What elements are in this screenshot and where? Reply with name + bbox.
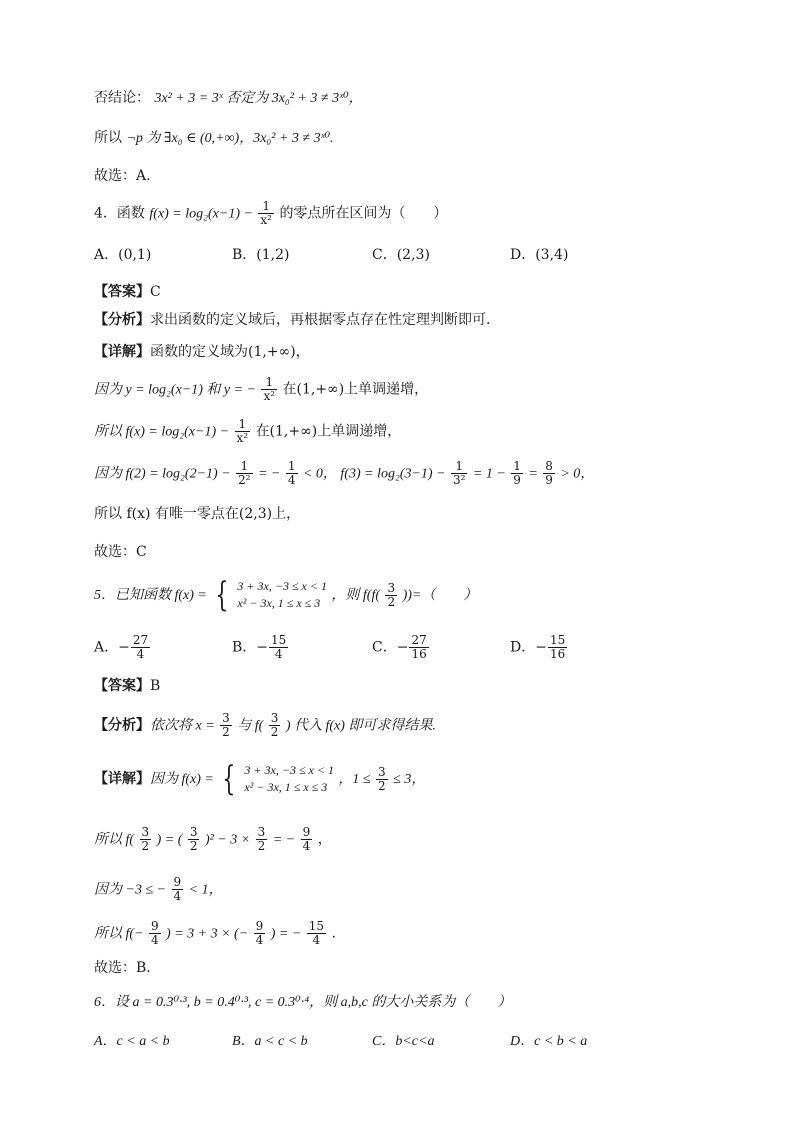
answer-tag: 【答案】	[94, 678, 150, 694]
detail-text: ，	[317, 831, 332, 848]
fraction: $\frac{1}{9}$	[513, 459, 521, 487]
q3-line1-prefix: 否结论：	[94, 90, 150, 106]
detail-text: 因为 f(x) =	[150, 772, 214, 787]
q4-option-b: B．(1,2)	[232, 247, 290, 263]
q6-option-c: C．b<c<a	[372, 1034, 435, 1049]
detail-text: ) = (	[156, 832, 183, 848]
q5-answer	[94, 676, 160, 696]
q5-option-d: D．− $\frac{15}{16}$	[510, 633, 566, 661]
answer-value: C	[150, 284, 161, 300]
fraction: $\frac{3}{2}$	[222, 711, 230, 739]
q5-option-c: C．− $\frac{27}{16}$	[372, 633, 427, 661]
q4-option-a: A．(0,1)	[94, 247, 152, 263]
q4-stem-suffix: 的零点所在区间为（ ）	[279, 205, 448, 222]
analysis-text: 与 f(	[237, 718, 264, 734]
q4-stem-func: f(x) = log₂(x−1) −	[149, 206, 253, 222]
q4-choice: 故选：C	[94, 544, 147, 560]
analysis-tag: 【分析】	[94, 717, 150, 734]
q5-option-a: A．− $\frac{27}{4}$	[94, 633, 149, 661]
q4-detail2	[94, 376, 428, 403]
q4-detail1	[94, 342, 310, 362]
q5-detail1	[94, 759, 426, 799]
q6-option-d: D．c < b < a	[510, 1034, 588, 1049]
detail-text: )² − 3 ×	[204, 832, 251, 848]
detail-text: 因为 f(2) = log₂(2−1) −	[94, 466, 231, 482]
piecewise-cases: 3 + 3x, −3 ≤ x < 1 x² − 3x, 1 ≤ x ≤ 3	[244, 763, 334, 794]
detail-tag: 【详解】	[94, 344, 150, 360]
analysis-text: ) 代入 f(x) 即可求得结果.	[285, 718, 436, 734]
q4-stem	[94, 200, 447, 227]
detail-text: 因为 −3 ≤ −	[94, 882, 167, 898]
detail-text: = −	[272, 832, 296, 848]
q4-option-c: C．(2,3)	[372, 247, 430, 263]
q5-stem	[94, 575, 478, 615]
detail-text: ，1 ≤	[338, 772, 371, 787]
q6-stem-text: 6．设 a = 0.3⁰·³, b = 0.4⁰·³, c = 0.3⁰·⁴，则 a,b,c 的大小关系为（ ）	[94, 995, 512, 1010]
fraction: $\frac{9}{4}$	[150, 919, 159, 947]
q4-option-d: D．(3,4)	[510, 247, 569, 263]
q5-stem-mid: ，则 f(f(	[331, 588, 381, 603]
detail-text: 所以 f(	[94, 832, 135, 848]
fraction: $\frac{3}{2}$	[270, 711, 279, 739]
q4-answer	[94, 282, 161, 302]
q5-detail3	[94, 876, 223, 903]
q3-choice: 故选：A.	[94, 168, 151, 184]
fraction: $\frac{3}{2}$	[387, 580, 396, 609]
left-brace-icon: {	[215, 575, 229, 615]
detail-text: 所以 f(−	[94, 926, 144, 942]
q4-stem-prefix: 4．函数	[94, 205, 145, 222]
q3-line2-prefix: 所以	[94, 130, 122, 146]
q5-option-b: B．− $\frac{15}{4}$	[232, 633, 287, 661]
q4-detail5: 所以 f(x) 有唯一零点在(2,3)上，	[94, 506, 301, 522]
q5-analysis	[94, 712, 436, 739]
q4-detail4	[94, 460, 594, 487]
detail-text: > 0，	[560, 466, 595, 482]
analysis-tag: 【分析】	[94, 312, 150, 328]
fraction: $\frac{1}{\text{2²}}$	[238, 459, 251, 487]
fraction: $\frac{1}{\text{x²}}$	[236, 417, 249, 445]
detail-text: = −	[258, 466, 281, 482]
q5-stem-suffix: ))=（ ）	[402, 588, 478, 603]
fraction: $\frac{1}{\text{3²}}$	[453, 459, 466, 487]
q4-detail3	[94, 418, 401, 445]
fraction: $\frac{9}{4}$	[302, 825, 311, 853]
q6-stem	[94, 992, 511, 1013]
left-brace-icon: {	[222, 759, 236, 799]
q4-analysis	[94, 310, 490, 330]
fraction: $\frac{3}{2}$	[189, 825, 198, 853]
q6-option-b: B．a < c < b	[232, 1034, 308, 1049]
detail-text: 在(1,+∞)上单调递增，	[255, 423, 402, 440]
q5-detail4	[94, 920, 336, 947]
detail-tag: 【详解】	[94, 771, 150, 787]
q3-line1	[94, 88, 363, 109]
q5-choice: 故选：B.	[94, 960, 151, 976]
q3-line1-math: 3x² + 3 = 3ˣ 否定为 3x₀² + 3 ≠ 3ˣ⁰，	[154, 91, 363, 106]
detail-text: =	[528, 466, 538, 482]
fraction: $\frac{3}{2}$	[257, 825, 266, 853]
q5-stem-prefix: 5．已知函数 f(x) =	[94, 588, 207, 603]
q6-option-a: A．c < a < b	[94, 1034, 170, 1049]
fraction: $\frac{3}{2}$	[378, 764, 386, 793]
q4-stem-fraction: $\frac{1}{\text{x²}}$	[260, 199, 272, 227]
detail-text: 函数的定义域为(1,+∞)，	[150, 344, 310, 360]
fraction: $\frac{1}{4}$	[287, 459, 296, 487]
analysis-text: 求出函数的定义域后，再根据零点存在性定理判断即可.	[150, 312, 491, 328]
q3-line2-math: ¬p 为 ∃x₀ ∈ (0,+∞)，3x₀² + 3 ≠ 3ˣ⁰.	[126, 131, 334, 146]
detail-text: 因为 y = log₂(x−1) 和 y = −	[94, 382, 257, 398]
detail-text: ) = 3 + 3 × (−	[166, 926, 249, 942]
fraction: $\frac{8}{9}$	[545, 459, 553, 487]
detail-text: .	[331, 925, 336, 942]
detail-text: < 0， f(3) = log₂(3−1) −	[302, 466, 446, 482]
q3-line2	[94, 128, 334, 149]
detail-text: = 1 −	[472, 466, 506, 482]
fraction: $\frac{1}{\text{x²}}$	[263, 375, 276, 403]
detail-text: 在(1,+∞)上单调递增，	[282, 381, 429, 398]
detail-text: 所以 f(x) = log₂(x−1) −	[94, 424, 230, 440]
fraction: $\frac{9}{4}$	[255, 919, 264, 947]
detail-text: ≤ 3，	[393, 772, 426, 787]
fraction: $\frac{15}{4}$	[308, 919, 325, 947]
analysis-text: 依次将 x =	[150, 718, 215, 734]
detail-text: ) = −	[270, 926, 302, 942]
fraction: $\frac{9}{4}$	[173, 875, 182, 903]
q5-detail2	[94, 826, 332, 853]
answer-tag: 【答案】	[94, 284, 150, 300]
detail-text: < 1，	[188, 882, 223, 898]
answer-value: B	[150, 678, 161, 694]
piecewise-cases: 3 + 3x, −3 ≤ x < 1 x² − 3x, 1 ≤ x ≤ 3	[237, 579, 327, 610]
fraction: $\frac{3}{2}$	[141, 825, 150, 853]
